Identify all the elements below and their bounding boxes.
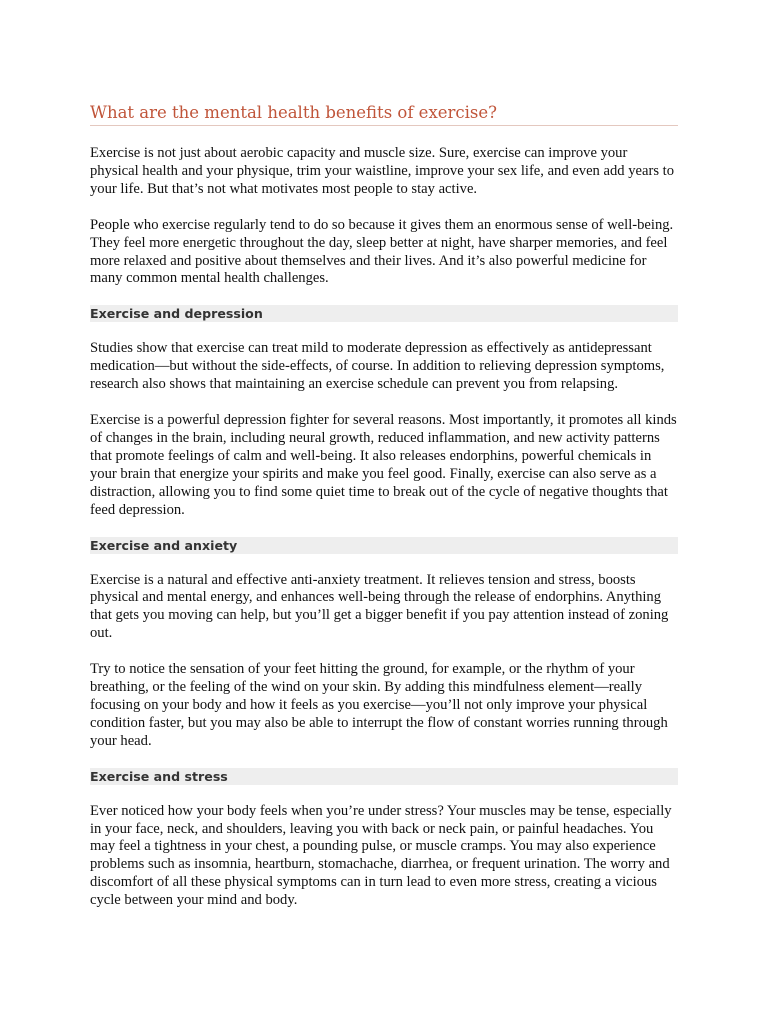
stress-paragraph-1: Ever noticed how your body feels when you’re under stress? Your muscles may be tense, especially in your face, neck, and shoulders, leaving you with back or neck pain, or painful headaches. You may feel a tightness in your chest, a pounding pulse, or muscle cramps. You may also experience problems such as insomnia, heartburn, stomachache, diarrhea, or frequent urination. The worry and discomfort of all these physical symptoms can in turn lead to even more stress, creating a vicious cycle between your mind and body.: [90, 802, 672, 909]
section-heading-depression: Exercise and depression: [90, 305, 678, 322]
anxiety-paragraph-1: Exercise is a natural and effective anti-anxiety treatment. It relieves tension and stress, boosts physical and mental energy, and enhances well-being through the release of endorphins. Anything that gets you moving can help, but you’ll get a bigger benefit if you pay attention instead of zoning out.: [90, 571, 669, 642]
section-heading-stress: Exercise and stress: [90, 768, 678, 785]
page-title: What are the mental health benefits of exercise?: [90, 102, 678, 126]
section-heading-anxiety: Exercise and anxiety: [90, 537, 678, 554]
document-page: [90, 102, 678, 910]
depression-paragraph-2: Exercise is a powerful depression fighter for several reasons. Most importantly, it promotes all kinds of changes in the brain, including neural growth, reduced inflammation, and new activity patterns that promote feelings of calm and well-being. It also releases endorphins, powerful chemicals in your brain that energize your spirits and make you feel good. Finally, exercise can also serve as a distraction, allowing you to find some quiet time to break out of the cycle of negative thoughts that feed depression.: [90, 412, 677, 518]
intro-paragraph-1: Exercise is not just about aerobic capacity and muscle size. Sure, exercise can improve your physical health and your physique, trim your waistline, improve your sex life, and even add years to your life. But that’s not what motivates most people to stay active.: [90, 145, 675, 197]
intro-paragraph-2: People who exercise regularly tend to do so because it gives them an enormous sense of well-being. They feel more energetic throughout the day, sleep better at night, have sharper memories, and feel more relaxed and positive about themselves and their lives. And it’s also powerful medicine for many common mental health challenges.: [90, 216, 674, 287]
depression-paragraph-1: Studies show that exercise can treat mild to moderate depression as effectively as antidepressant medication—but without the side-effects, of course. In addition to relieving depression symptoms, research also shows that maintaining an exercise schedule can prevent you from relapsing.: [90, 340, 665, 393]
anxiety-paragraph-2: Try to notice the sensation of your feet hitting the ground, for example, or the rhythm of your breathing, or the feeling of the wind on your skin. By adding this mindfulness element—really focusing on your body and how it feels as you exercise—you’ll not only improve your physical condition faster, but you may also be able to interrupt the flow of constant worries running through your head.: [90, 661, 668, 749]
